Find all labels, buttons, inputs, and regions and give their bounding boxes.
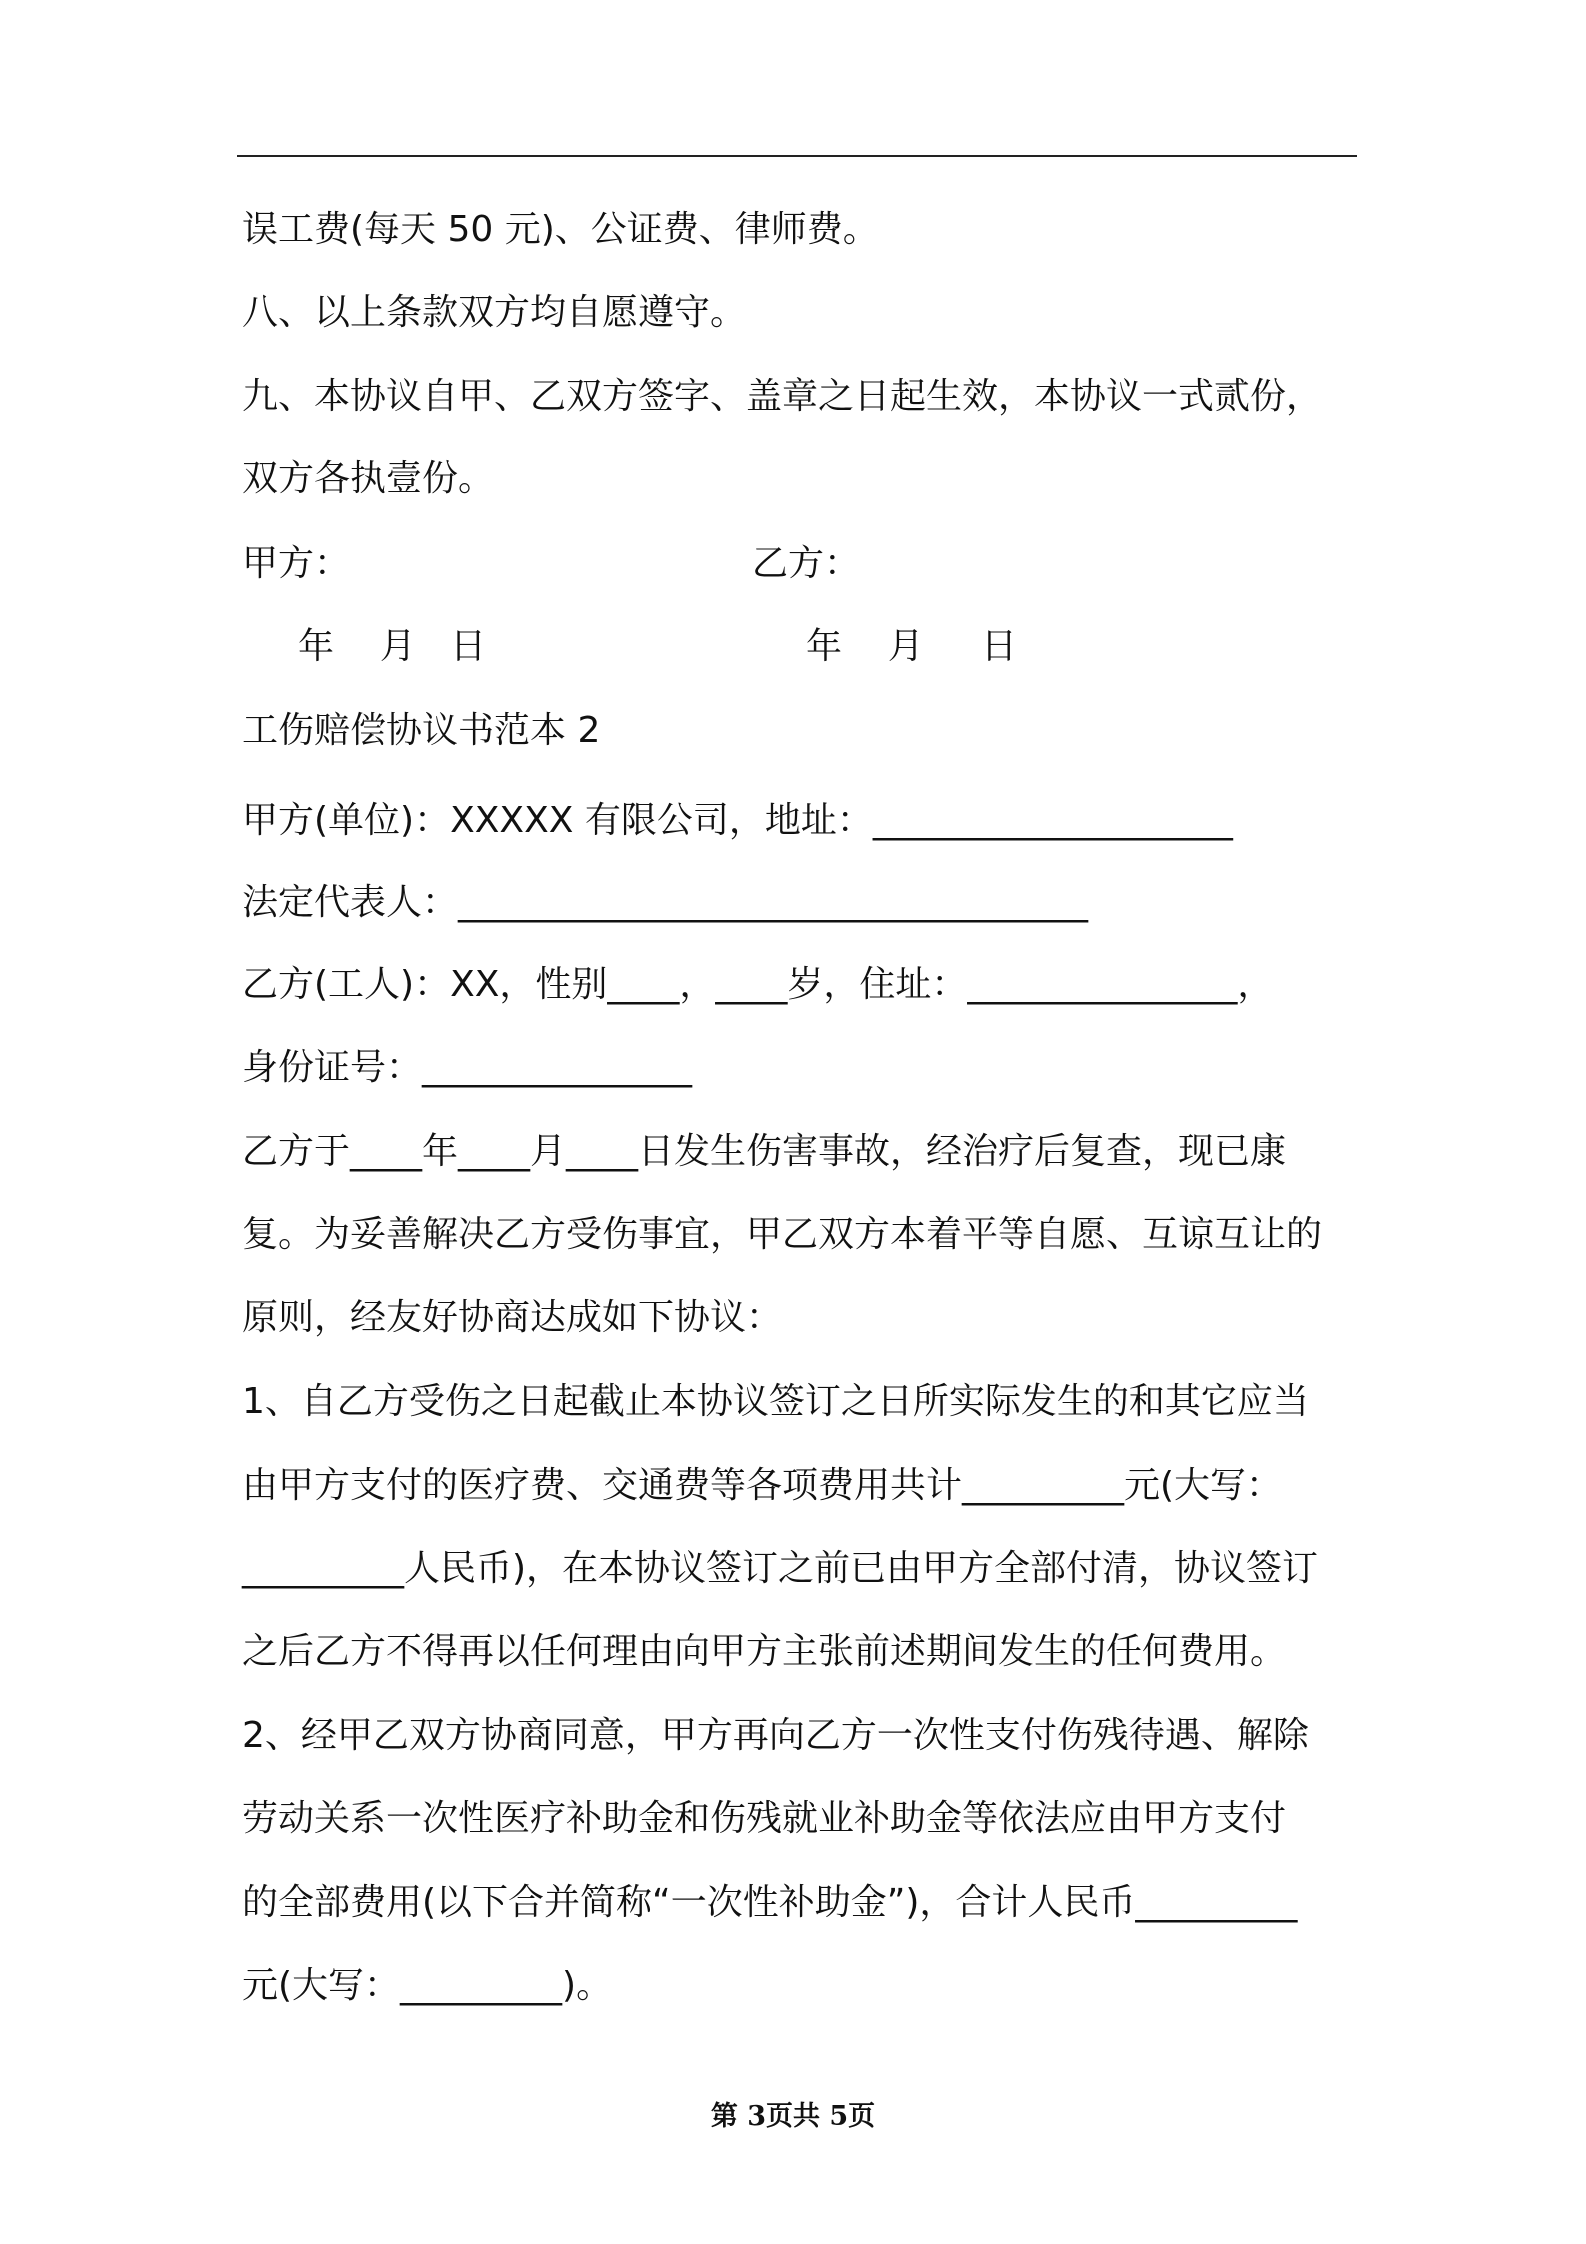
paragraph-line: 身份证号：_______________	[242, 1047, 693, 1088]
paragraph-line: _________人民币)，在本协议签订之前已由甲方全部付清，协议签订	[242, 1548, 1319, 1589]
party-b-signature-label: 乙方：	[752, 543, 861, 584]
paragraph-line: 甲方(单位)：XXXXX 有限公司，地址：____________________	[242, 800, 1233, 841]
paragraph-line: 复。为妥善解决乙方受伤事宜，甲乙双方本着平等自愿、互谅互让的	[242, 1214, 1323, 1255]
paragraph-line: 原则，经友好协商达成如下协议：	[242, 1297, 783, 1338]
paragraph-line: 2、经甲乙双方协商同意，甲方再向乙方一次性支付伤残待遇、解除	[242, 1715, 1309, 1756]
paragraph-line: 误工费(每天 50 元)、公证费、律师费。	[242, 209, 879, 250]
paragraph-line: 乙方(工人)：XX，性别____，____岁，住址：_______________，	[242, 964, 1274, 1005]
party-a-date: 年 月 日	[298, 626, 487, 667]
paragraph-line: 的全部费用(以下合并简称“一次性补助金”)，合计人民币_________	[242, 1882, 1298, 1923]
paragraph-line: 九、本协议自甲、乙双方签字、盖章之日起生效，本协议一式贰份，	[242, 376, 1323, 417]
party-a-signature-label: 甲方：	[242, 543, 351, 584]
paragraph-line: 元(大写：_________)。	[242, 1965, 613, 2006]
header-rule	[237, 155, 1357, 157]
page-number-footer: 第 3页共 5页	[710, 2101, 876, 2132]
paragraph-line: 乙方于____年____月____日发生伤害事故，经治疗后复查，现已康	[242, 1131, 1287, 1172]
paragraph-line: 之后乙方不得再以任何理由向甲方主张前述期间发生的任何费用。	[242, 1631, 1287, 1672]
paragraph-line: 八、以上条款双方均自愿遵守。	[242, 292, 747, 333]
paragraph-line: 劳动关系一次性医疗补助金和伤残就业补助金等依法应由甲方支付	[242, 1798, 1287, 1839]
paragraph-line: 1、自乙方受伤之日起截止本协议签订之日所实际发生的和其它应当	[242, 1381, 1309, 1422]
paragraph-line: 双方各执壹份。	[242, 458, 495, 499]
party-b-date: 年 月 日	[806, 626, 1017, 667]
paragraph-line: 由甲方支付的医疗费、交通费等各项费用共计_________元(大写：	[242, 1465, 1283, 1506]
section-title: 工伤赔偿协议书范本 2	[242, 710, 601, 751]
paragraph-line: 法定代表人：___________________________________	[242, 882, 1089, 923]
